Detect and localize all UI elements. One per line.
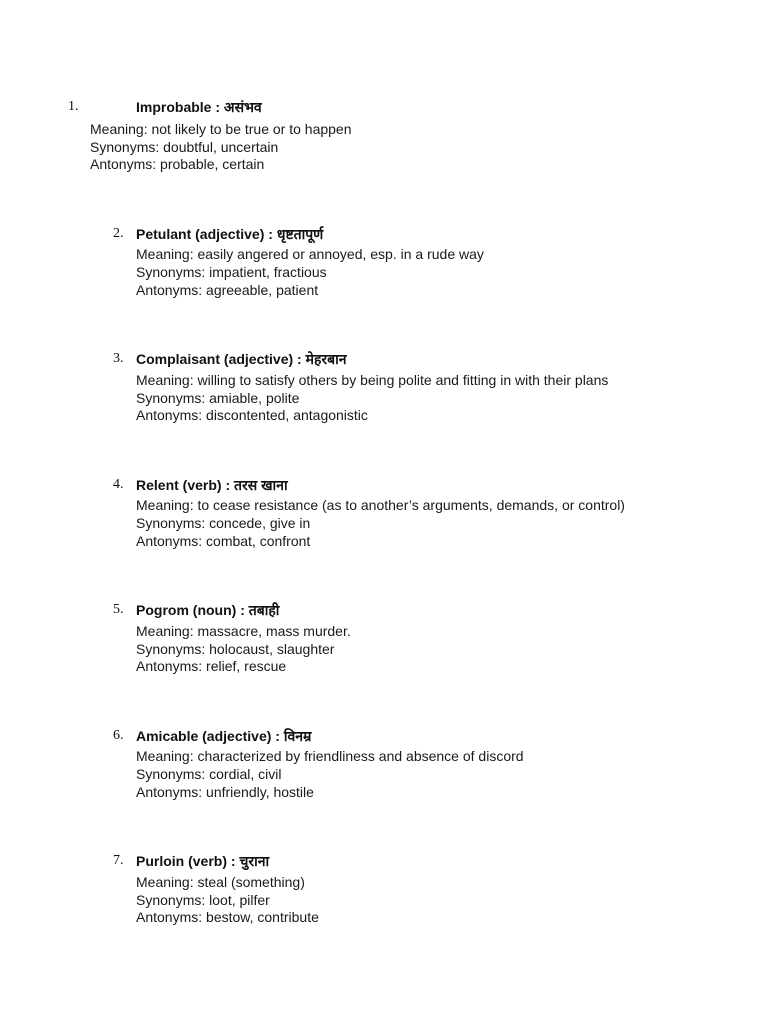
entry-number: 2. bbox=[113, 226, 124, 241]
entry-number: 6. bbox=[113, 728, 124, 743]
entry-separator: : bbox=[211, 99, 224, 115]
entry-separator: : bbox=[264, 226, 277, 242]
entry-word: Improbable bbox=[136, 99, 212, 115]
entry-number: 7. bbox=[113, 853, 124, 868]
entry-number: 5. bbox=[113, 602, 124, 617]
entry-synonyms: Synonyms: cordial, civil bbox=[136, 766, 282, 782]
entry-meaning: Meaning: not likely to be true or to happen bbox=[90, 121, 352, 137]
entry-heading bbox=[136, 98, 262, 116]
entry-antonyms: Antonyms: probable, certain bbox=[90, 156, 265, 172]
entry-hindi: मेहरबान bbox=[305, 351, 347, 367]
entry-heading bbox=[136, 852, 269, 870]
entry-heading bbox=[136, 350, 347, 368]
entry-hindi: चुराना bbox=[239, 853, 270, 869]
entry-word: Complaisant (adjective) bbox=[136, 351, 294, 367]
entry-meaning: Meaning: easily angered or annoyed, esp. in a rude way bbox=[136, 246, 484, 262]
entry-hindi: तरस खाना bbox=[234, 477, 288, 493]
entry-separator: : bbox=[293, 351, 306, 367]
entry-meaning: Meaning: to cease resistance (as to another’s arguments, demands, or control) bbox=[136, 497, 625, 513]
entry-antonyms: Antonyms: combat, confront bbox=[136, 533, 311, 549]
entry-antonyms: Antonyms: agreeable, patient bbox=[136, 282, 319, 298]
entry-word: Amicable (adjective) bbox=[136, 728, 272, 744]
entry-separator: : bbox=[221, 477, 235, 493]
entry-synonyms: Synonyms: concede, give in bbox=[136, 515, 311, 531]
entry-heading bbox=[136, 476, 288, 494]
entry-synonyms: Synonyms: doubtful, uncertain bbox=[90, 139, 279, 155]
entry-hindi: धृष्टतापूर्ण bbox=[276, 226, 324, 242]
entry-number: 1. bbox=[68, 99, 79, 114]
entry-hindi: विनम्र bbox=[283, 728, 312, 744]
entry-antonyms: Antonyms: unfriendly, hostile bbox=[136, 784, 314, 800]
entry-antonyms: Antonyms: relief, rescue bbox=[136, 658, 287, 674]
entry-heading bbox=[136, 727, 311, 745]
entry-antonyms: Antonyms: bestow, contribute bbox=[136, 909, 319, 925]
entry-hindi: असंभव bbox=[223, 99, 262, 115]
entry-meaning: Meaning: steal (something) bbox=[136, 874, 305, 890]
entry-separator: : bbox=[236, 602, 249, 618]
entry-synonyms: Synonyms: amiable, polite bbox=[136, 390, 300, 406]
entry-synonyms: Synonyms: loot, pilfer bbox=[136, 892, 270, 908]
entry-meaning: Meaning: massacre, mass murder. bbox=[136, 623, 351, 639]
entry-word: Petulant (adjective) bbox=[136, 226, 265, 242]
entry-heading bbox=[136, 225, 323, 243]
entry-synonyms: Synonyms: impatient, fractious bbox=[136, 264, 327, 280]
entry-separator: : bbox=[227, 853, 240, 869]
entry-separator: : bbox=[271, 728, 284, 744]
entry-hindi: तबाही bbox=[248, 602, 280, 618]
entry-word: Purloin (verb) bbox=[136, 853, 228, 869]
entry-synonyms: Synonyms: holocaust, slaughter bbox=[136, 641, 335, 657]
entry-antonyms: Antonyms: discontented, antagonistic bbox=[136, 407, 368, 423]
entry-word: Relent (verb) bbox=[136, 477, 222, 493]
entry-heading bbox=[136, 601, 279, 619]
entry-number: 3. bbox=[113, 351, 124, 366]
entry-number: 4. bbox=[113, 477, 124, 492]
entry-meaning: Meaning: willing to satisfy others by being polite and fitting in with their plans bbox=[136, 372, 609, 388]
entry-meaning: Meaning: characterized by friendliness and absence of discord bbox=[136, 748, 524, 764]
entry-word: Pogrom (noun) bbox=[136, 602, 237, 618]
